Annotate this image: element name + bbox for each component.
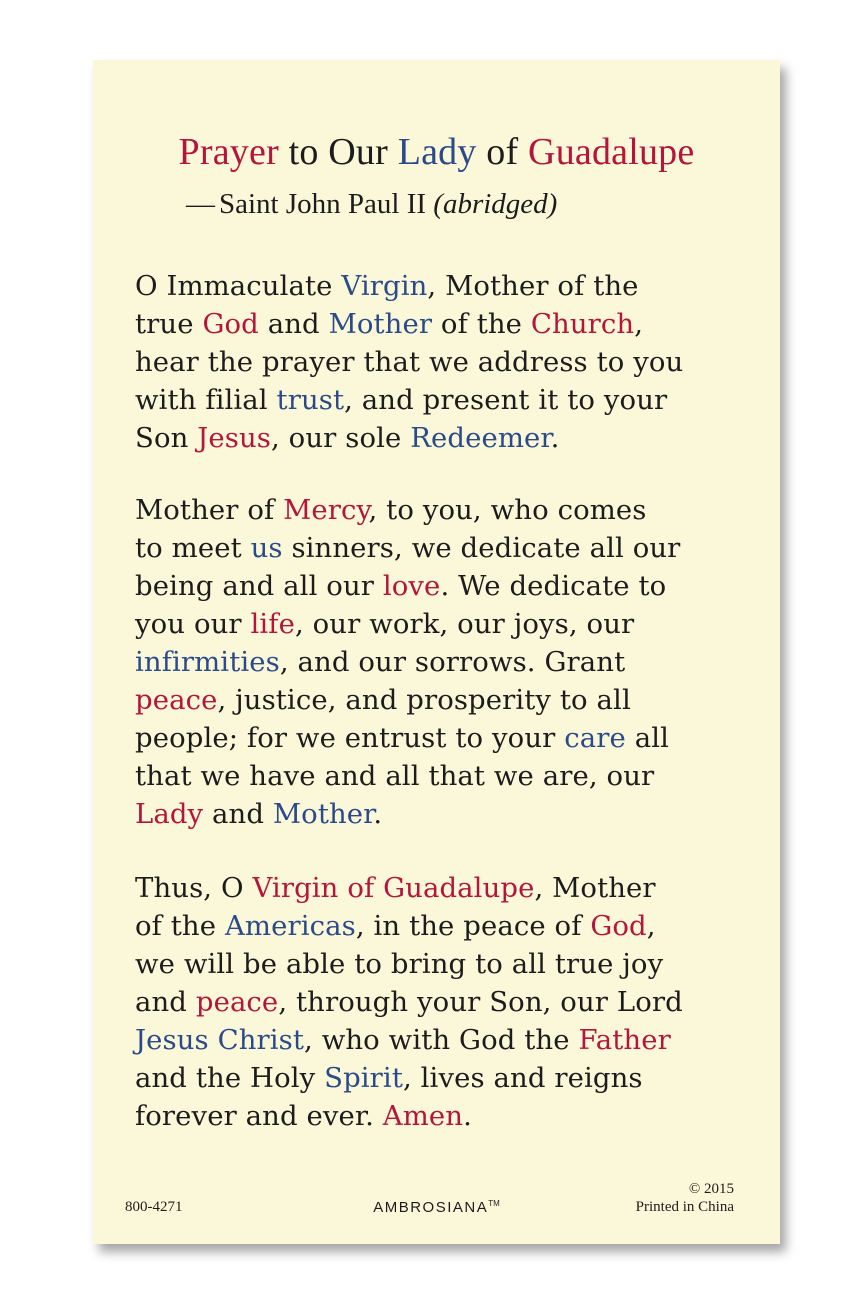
text: we will be able to bring to all true joy	[135, 948, 664, 980]
highlight-red: Virgin of Guadalupe	[252, 872, 535, 904]
copyright-block	[636, 1180, 734, 1216]
text: , and our sorrows. Grant	[279, 646, 626, 678]
text: , through your Son, our Lord	[278, 986, 683, 1018]
paragraph-line	[135, 795, 680, 833]
text: being and all our	[135, 570, 383, 602]
text: of the	[135, 910, 225, 942]
highlight-red: God	[202, 308, 259, 340]
paragraph-line	[135, 983, 683, 1021]
paragraph-line	[135, 1021, 683, 1059]
product-code: 800-4271	[125, 1199, 183, 1215]
highlight-blue: Jesus Christ	[135, 1024, 305, 1056]
highlight-blue: Mother	[272, 798, 374, 830]
highlight-blue: Americas	[224, 910, 356, 942]
paragraph-line	[135, 267, 683, 305]
text: , who with God the	[304, 1024, 579, 1056]
highlight-red: Jesus	[197, 422, 271, 454]
text: .	[373, 798, 383, 830]
highlight-red: love	[382, 570, 441, 602]
text: sinners, we dedicate all our	[282, 532, 681, 564]
text: with filial	[135, 384, 277, 416]
text: , and present it to your	[344, 384, 668, 416]
title-word-of: of	[476, 131, 529, 173]
text: O Immaculate	[135, 270, 342, 302]
text: ,	[646, 910, 656, 942]
paragraph-line	[135, 1097, 683, 1135]
highlight-blue: Mother	[328, 308, 433, 340]
prayer-title	[93, 130, 780, 174]
text: and	[203, 798, 273, 830]
highlight-red: life	[250, 608, 295, 640]
paragraph-line	[135, 1059, 683, 1097]
paragraph-line	[135, 681, 680, 719]
attribution-note: (abridged)	[433, 188, 558, 220]
paragraph-line	[135, 869, 683, 907]
text: , lives and reigns	[402, 1062, 643, 1094]
paragraph-line	[135, 419, 683, 457]
trademark-mark: TM	[488, 1199, 500, 1208]
paragraph-2	[135, 491, 680, 833]
paragraph-line	[135, 757, 680, 795]
text: and	[258, 308, 329, 340]
highlight-blue: trust	[276, 384, 345, 416]
highlight-blue: us	[250, 532, 283, 564]
paragraph-line	[135, 343, 683, 381]
printed-in-text: Printed in China	[635, 1199, 734, 1215]
paragraph-line	[135, 719, 680, 757]
attribution-dash: —	[186, 188, 215, 220]
text: ,	[634, 308, 644, 340]
text: to meet	[135, 532, 251, 564]
text: .	[550, 422, 560, 454]
paragraph-line	[135, 643, 680, 681]
title-word-to-our: to Our	[278, 131, 398, 173]
text: . We dedicate to	[440, 570, 667, 602]
highlight-red: Church	[530, 308, 635, 340]
highlight-red: Father	[578, 1024, 671, 1056]
paragraph-line	[135, 907, 683, 945]
text: , our sole	[271, 422, 411, 454]
attribution-author: Saint John Paul II	[219, 188, 427, 220]
paragraph-line	[135, 491, 680, 529]
text: , in the peace of	[355, 910, 591, 942]
text: , Mother of the	[427, 270, 639, 302]
title-word-guadalupe: Guadalupe	[528, 131, 695, 173]
paragraph-line	[135, 605, 680, 643]
text: hear the prayer that we address to you	[135, 346, 684, 378]
text: , justice, and prosperity to all	[217, 684, 631, 716]
brand-text: AMBROSIANA	[373, 1199, 489, 1216]
text: true	[135, 308, 203, 340]
highlight-blue: Redeemer	[410, 422, 551, 454]
text: Son	[135, 422, 198, 454]
highlight-red: Lady	[135, 798, 204, 830]
highlight-red: peace	[135, 684, 218, 716]
text: people; for we entrust to your	[135, 722, 565, 754]
prayer-card	[93, 60, 780, 1244]
highlight-red: peace	[195, 986, 279, 1018]
text: and	[135, 986, 196, 1018]
paragraph-3	[135, 869, 683, 1135]
text: of the	[432, 308, 531, 340]
paragraph-line	[135, 567, 680, 605]
paragraph-line	[135, 381, 683, 419]
paragraph-line	[135, 529, 680, 567]
highlight-red: Mercy	[283, 494, 369, 526]
title-word-lady: Lady	[397, 131, 477, 173]
paragraph-line	[135, 945, 683, 983]
text: Thus, O	[135, 872, 253, 904]
highlight-red: God	[590, 910, 647, 942]
text: you our	[135, 608, 251, 640]
copyright-text: © 2015	[688, 1181, 734, 1197]
highlight-blue: Spirit	[324, 1062, 403, 1094]
highlight-blue: Virgin	[341, 270, 428, 302]
text: that we have and all that we are, our	[135, 760, 655, 792]
highlight-blue: care	[564, 722, 626, 754]
paragraph-line	[135, 305, 683, 343]
text: Mother of	[135, 494, 284, 526]
text: , Mother	[534, 872, 656, 904]
text: , our work, our joys, our	[294, 608, 635, 640]
text: , to you, who comes	[368, 494, 647, 526]
attribution	[186, 187, 557, 221]
title-word-prayer: Prayer	[178, 131, 279, 173]
text: .	[463, 1100, 472, 1132]
text: all	[625, 722, 669, 754]
text: forever and ever.	[135, 1100, 383, 1132]
paragraph-1	[135, 267, 683, 457]
text: and the Holy	[135, 1062, 325, 1094]
highlight-blue: infirmities	[135, 646, 280, 678]
highlight-red: Amen	[382, 1100, 464, 1132]
